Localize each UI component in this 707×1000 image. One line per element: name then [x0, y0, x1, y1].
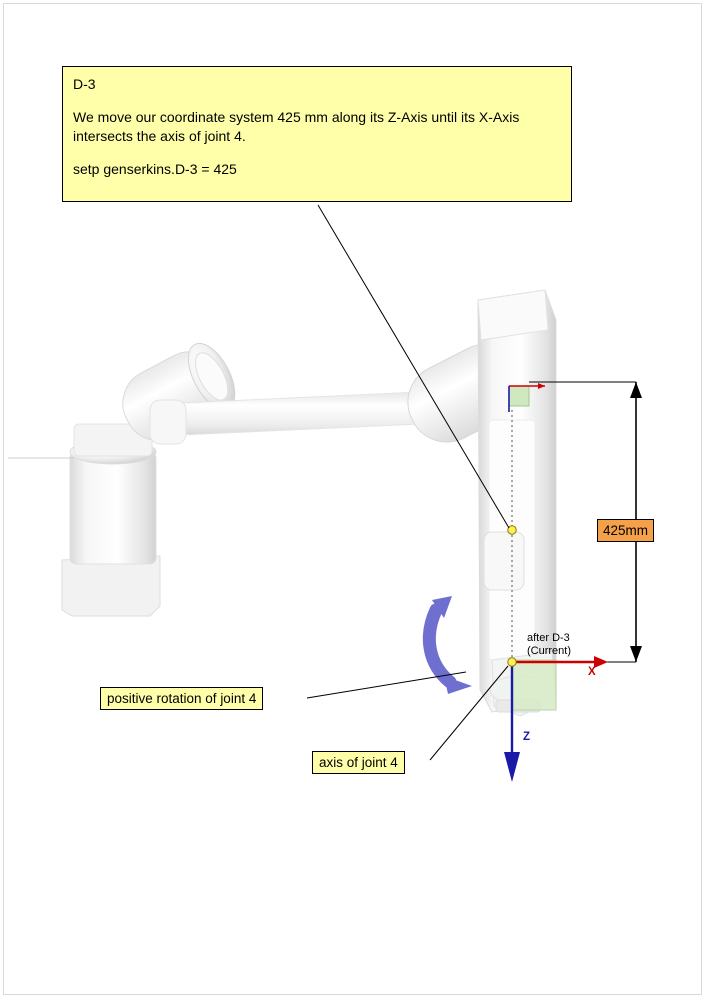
dimension-label-425mm: 425mm [597, 519, 654, 542]
callout-anchor-dot-icon [508, 526, 516, 534]
label-axis-of-joint-4: axis of joint 4 [312, 751, 405, 774]
note-title: D-3 [73, 76, 96, 92]
frame-label-line1: after D-3 [527, 632, 570, 644]
note-body: We move our coordinate system 425 mm along its Z-Axis until its X-Axis intersects the axis of joint 4. [73, 108, 520, 144]
curved-arrow-icon [429, 596, 472, 694]
current-frame-plane [512, 660, 556, 710]
previous-frame-plane [509, 386, 529, 406]
frame-label-current [527, 632, 571, 657]
note-d3 [62, 66, 572, 202]
axis-label-x: X [588, 666, 596, 678]
origin-dot-icon [508, 658, 516, 666]
frame-label-line2: (Current) [527, 644, 572, 657]
note-code: setp genserkins.D-3 = 425 [73, 160, 237, 177]
label-positive-rotation: positive rotation of joint 4 [100, 687, 263, 710]
leader-rotation-label [307, 672, 466, 698]
axis-label-z: Z [523, 731, 531, 743]
